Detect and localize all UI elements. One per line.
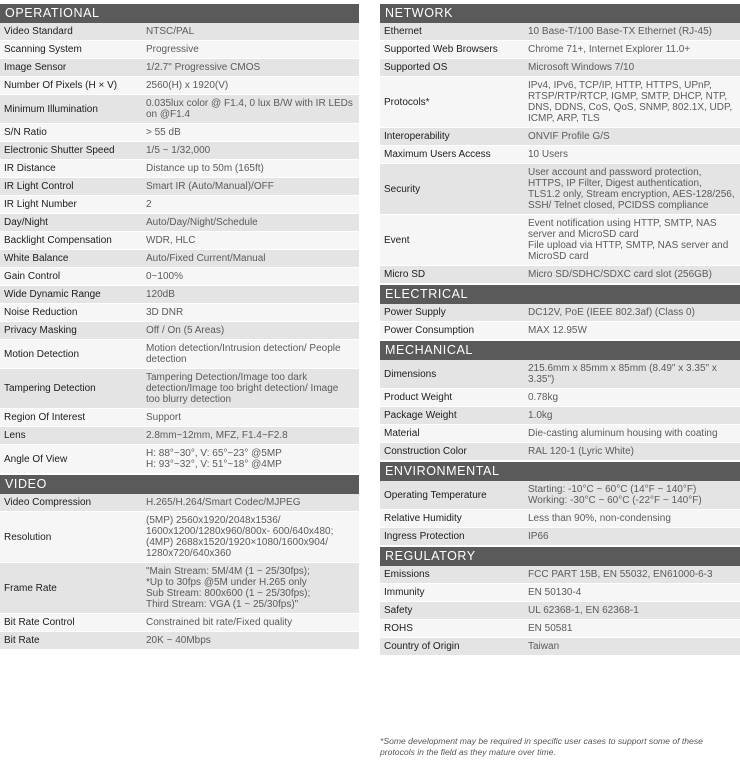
spec-value: Auto/Day/Night/Schedule bbox=[142, 214, 359, 232]
spec-row-emissions bbox=[380, 566, 740, 584]
spec-value: Off / On (5 Areas) bbox=[142, 322, 359, 340]
spec-value: Die-casting aluminum housing with coating bbox=[524, 425, 740, 443]
spec-row-s-n-ratio bbox=[0, 124, 359, 142]
spec-row-safety bbox=[380, 602, 740, 620]
spec-table-mechanical bbox=[380, 360, 740, 461]
spec-row-ingress-protection bbox=[380, 528, 740, 546]
spec-row-scanning-system bbox=[0, 41, 359, 59]
spec-label: Number Of Pixels (H × V) bbox=[0, 77, 142, 95]
spec-label: Resolution bbox=[0, 512, 142, 563]
spec-value: MAX 12.95W bbox=[524, 322, 740, 340]
spec-label: IR Distance bbox=[0, 160, 142, 178]
spec-label: Image Sensor bbox=[0, 59, 142, 77]
spec-row-wide-dynamic-range bbox=[0, 286, 359, 304]
spec-label: IR Light Number bbox=[0, 196, 142, 214]
spec-value: 2560(H) x 1920(V) bbox=[142, 77, 359, 95]
spec-row-country-of-origin bbox=[380, 638, 740, 656]
spec-row-dimensions bbox=[380, 360, 740, 389]
spec-label: Scanning System bbox=[0, 41, 142, 59]
spec-label: Security bbox=[380, 164, 524, 215]
spec-value: 0.78kg bbox=[524, 389, 740, 407]
left-spec-column bbox=[0, 3, 359, 650]
spec-value: 0.035lux color @ F1.4, 0 lux B/W with IR LEDs on @F1.4 bbox=[142, 95, 359, 124]
spec-row-white-balance bbox=[0, 250, 359, 268]
spec-label: Dimensions bbox=[380, 360, 524, 389]
spec-row-tampering-detection bbox=[0, 369, 359, 409]
spec-row-security bbox=[380, 164, 740, 215]
spec-row-privacy-masking bbox=[0, 322, 359, 340]
spec-label: Wide Dynamic Range bbox=[0, 286, 142, 304]
spec-row-material bbox=[380, 425, 740, 443]
spec-label: Lens bbox=[0, 427, 142, 445]
spec-value: H: 88°~30°, V: 65°~23° @5MP H: 93°~32°, V: 51°~18° @4MP bbox=[142, 445, 359, 474]
spec-row-day-night bbox=[0, 214, 359, 232]
spec-label: Backlight Compensation bbox=[0, 232, 142, 250]
spec-row-immunity bbox=[380, 584, 740, 602]
spec-label: Construction Color bbox=[380, 443, 524, 461]
spec-value: 215.6mm x 85mm x 85mm (8.49" x 3.35" x 3.35") bbox=[524, 360, 740, 389]
spec-row-protocols bbox=[380, 77, 740, 128]
spec-value: DC12V, PoE (IEEE 802.3af) (Class 0) bbox=[524, 304, 740, 322]
spec-row-interoperability bbox=[380, 128, 740, 146]
spec-value: > 55 dB bbox=[142, 124, 359, 142]
spec-label: Safety bbox=[380, 602, 524, 620]
spec-row-angle-of-view bbox=[0, 445, 359, 474]
spec-value: RAL 120-1 (Lyric White) bbox=[524, 443, 740, 461]
spec-row-motion-detection bbox=[0, 340, 359, 369]
spec-row-ir-distance bbox=[0, 160, 359, 178]
spec-value: IPv4, IPv6, TCP/IP, HTTP, HTTPS, UPnP, RTSP/RTP/RTCP, IGMP, SMTP, DHCP, NTP, DNS, DDNS, CoS, QoS, SNMP, 802.1X, UDP, ICMP, ARP, TLS bbox=[524, 77, 740, 128]
spec-value: "Main Stream: 5M/4M (1 ~ 25/30fps); *Up to 30fps @5M under H.265 only Sub Stream: 800x600 (1 ~ 25/30fps); Third Stream: VGA (1 ~ 25/30fps)" bbox=[142, 563, 359, 614]
spec-value: ONVIF Profile G/S bbox=[524, 128, 740, 146]
spec-label: Noise Reduction bbox=[0, 304, 142, 322]
spec-row-minimum-illumination bbox=[0, 95, 359, 124]
spec-row-rohs bbox=[380, 620, 740, 638]
spec-table-electrical bbox=[380, 304, 740, 340]
protocols-footnote: *Some development may be required in specific user cases to support some of these protocols in the field as they mature over time. bbox=[380, 736, 703, 757]
spec-row-relative-humidity bbox=[380, 510, 740, 528]
spec-value: EN 50581 bbox=[524, 620, 740, 638]
spec-value: IP66 bbox=[524, 528, 740, 546]
right-spec-column bbox=[380, 3, 740, 656]
spec-value: Micro SD/SDHC/SDXC card slot (256GB) bbox=[524, 266, 740, 284]
spec-label: Power Consumption bbox=[380, 322, 524, 340]
spec-row-product-weight bbox=[380, 389, 740, 407]
spec-label: White Balance bbox=[0, 250, 142, 268]
spec-label: Material bbox=[380, 425, 524, 443]
spec-table-video bbox=[0, 494, 359, 650]
spec-value: Taiwan bbox=[524, 638, 740, 656]
spec-row-event bbox=[380, 215, 740, 266]
spec-label: Motion Detection bbox=[0, 340, 142, 369]
spec-label: Supported OS bbox=[380, 59, 524, 77]
section-header-mechanical: MECHANICAL bbox=[380, 341, 740, 360]
section-header-electrical: ELECTRICAL bbox=[380, 285, 740, 304]
spec-value: Smart IR (Auto/Manual)/OFF bbox=[142, 178, 359, 196]
spec-row-power-supply bbox=[380, 304, 740, 322]
spec-label: Electronic Shutter Speed bbox=[0, 142, 142, 160]
spec-value: Constrained bit rate/Fixed quality bbox=[142, 614, 359, 632]
spec-value: 0~100% bbox=[142, 268, 359, 286]
spec-value: 1/5 ~ 1/32,000 bbox=[142, 142, 359, 160]
spec-label: Video Standard bbox=[0, 23, 142, 41]
spec-value: 1.0kg bbox=[524, 407, 740, 425]
spec-value: Auto/Fixed Current/Manual bbox=[142, 250, 359, 268]
spec-label: Emissions bbox=[380, 566, 524, 584]
spec-row-package-weight bbox=[380, 407, 740, 425]
spec-value: WDR, HLC bbox=[142, 232, 359, 250]
spec-value: 10 Users bbox=[524, 146, 740, 164]
spec-label: Micro SD bbox=[380, 266, 524, 284]
spec-label: Minimum Illumination bbox=[0, 95, 142, 124]
spec-value: Motion detection/Intrusion detection/ People detection bbox=[142, 340, 359, 369]
spec-value: 2 bbox=[142, 196, 359, 214]
spec-row-video-compression bbox=[0, 494, 359, 512]
spec-row-electronic-shutter-speed bbox=[0, 142, 359, 160]
section-header-environmental: ENVIRONMENTAL bbox=[380, 462, 740, 481]
spec-row-region-of-interest bbox=[0, 409, 359, 427]
spec-label: Package Weight bbox=[380, 407, 524, 425]
spec-label: Maximum Users Access bbox=[380, 146, 524, 164]
spec-label: S/N Ratio bbox=[0, 124, 142, 142]
spec-row-number-of-pixels-h-v bbox=[0, 77, 359, 95]
spec-value: Event notification using HTTP, SMTP, NAS server and MicroSD card File upload via HTTP, SMTP, NAS server and MicroSD card bbox=[524, 215, 740, 266]
spec-value: Support bbox=[142, 409, 359, 427]
spec-table-network bbox=[380, 23, 740, 284]
spec-row-resolution bbox=[0, 512, 359, 563]
spec-row-ir-light-number bbox=[0, 196, 359, 214]
spec-row-gain-control bbox=[0, 268, 359, 286]
spec-value: UL 62368-1, EN 62368-1 bbox=[524, 602, 740, 620]
spec-label: Frame Rate bbox=[0, 563, 142, 614]
section-header-network: NETWORK bbox=[380, 4, 740, 23]
spec-label: Protocols* bbox=[380, 77, 524, 128]
spec-row-supported-web-browsers bbox=[380, 41, 740, 59]
spec-label: Interoperability bbox=[380, 128, 524, 146]
spec-label: Bit Rate Control bbox=[0, 614, 142, 632]
section-header-regulatory: REGULATORY bbox=[380, 547, 740, 566]
spec-row-construction-color bbox=[380, 443, 740, 461]
spec-value: EN 50130-4 bbox=[524, 584, 740, 602]
spec-label: Tampering Detection bbox=[0, 369, 142, 409]
spec-value: User account and password protection, HTTPS, IP Filter, Digest authentication, TLS1.2 only, Stream encryption, AES-128/256, SSH/ Telnet closed, PCIDSS compliance bbox=[524, 164, 740, 215]
spec-label: Immunity bbox=[380, 584, 524, 602]
spec-label: Supported Web Browsers bbox=[380, 41, 524, 59]
spec-row-backlight-compensation bbox=[0, 232, 359, 250]
spec-label: Bit Rate bbox=[0, 632, 142, 650]
spec-label: Operating Temperature bbox=[380, 481, 524, 510]
spec-value: 3D DNR bbox=[142, 304, 359, 322]
spec-value: 10 Base-T/100 Base-TX Ethernet (RJ-45) bbox=[524, 23, 740, 41]
spec-label: Region Of Interest bbox=[0, 409, 142, 427]
spec-value: Chrome 71+, Internet Explorer 11.0+ bbox=[524, 41, 740, 59]
spec-value: Progressive bbox=[142, 41, 359, 59]
spec-table-environmental bbox=[380, 481, 740, 546]
spec-label: Privacy Masking bbox=[0, 322, 142, 340]
spec-value: NTSC/PAL bbox=[142, 23, 359, 41]
spec-value: Tampering Detection/Image too dark detection/Image too bright detection/ Image too blurry detection bbox=[142, 369, 359, 409]
spec-label: Country of Origin bbox=[380, 638, 524, 656]
spec-row-bit-rate-control bbox=[0, 614, 359, 632]
spec-table-operational bbox=[0, 23, 359, 474]
spec-row-micro-sd bbox=[380, 266, 740, 284]
spec-value: FCC PART 15B, EN 55032, EN61000-6-3 bbox=[524, 566, 740, 584]
spec-value: 120dB bbox=[142, 286, 359, 304]
spec-row-operating-temperature bbox=[380, 481, 740, 510]
spec-value: 20K ~ 40Mbps bbox=[142, 632, 359, 650]
spec-label: Angle Of View bbox=[0, 445, 142, 474]
spec-label: Product Weight bbox=[380, 389, 524, 407]
spec-label: Ingress Protection bbox=[380, 528, 524, 546]
spec-row-bit-rate bbox=[0, 632, 359, 650]
spec-label: Relative Humidity bbox=[380, 510, 524, 528]
spec-label: Day/Night bbox=[0, 214, 142, 232]
spec-row-ethernet bbox=[380, 23, 740, 41]
spec-row-maximum-users-access bbox=[380, 146, 740, 164]
spec-value: Microsoft Windows 7/10 bbox=[524, 59, 740, 77]
spec-row-ir-light-control bbox=[0, 178, 359, 196]
spec-row-frame-rate bbox=[0, 563, 359, 614]
spec-value: Starting: -10°C ~ 60°C (14°F ~ 140°F) Working: -30°C ~ 60°C (-22°F ~ 140°F) bbox=[524, 481, 740, 510]
spec-label: Gain Control bbox=[0, 268, 142, 286]
spec-value: 2.8mm~12mm, MFZ, F1.4~F2.8 bbox=[142, 427, 359, 445]
spec-row-image-sensor bbox=[0, 59, 359, 77]
spec-row-supported-os bbox=[380, 59, 740, 77]
spec-value: 1/2.7" Progressive CMOS bbox=[142, 59, 359, 77]
section-header-operational: OPERATIONAL bbox=[0, 4, 359, 23]
section-header-video: VIDEO bbox=[0, 475, 359, 494]
spec-row-noise-reduction bbox=[0, 304, 359, 322]
spec-row-lens bbox=[0, 427, 359, 445]
spec-label: Power Supply bbox=[380, 304, 524, 322]
spec-value: (5MP) 2560x1920/2048x1536/ 1600x1200/1280x960/800x- 600/640x480; (4MP) 2688x1520/1920×1080/1600x904/ 1280x720/640x360 bbox=[142, 512, 359, 563]
spec-label: Event bbox=[380, 215, 524, 266]
spec-row-power-consumption bbox=[380, 322, 740, 340]
spec-label: Video Compression bbox=[0, 494, 142, 512]
spec-label: ROHS bbox=[380, 620, 524, 638]
spec-label: Ethernet bbox=[380, 23, 524, 41]
spec-value: Less than 90%, non-condensing bbox=[524, 510, 740, 528]
spec-value: H.265/H.264/Smart Codec/MJPEG bbox=[142, 494, 359, 512]
spec-label: IR Light Control bbox=[0, 178, 142, 196]
spec-row-video-standard bbox=[0, 23, 359, 41]
spec-value: Distance up to 50m (165ft) bbox=[142, 160, 359, 178]
spec-table-regulatory bbox=[380, 566, 740, 656]
